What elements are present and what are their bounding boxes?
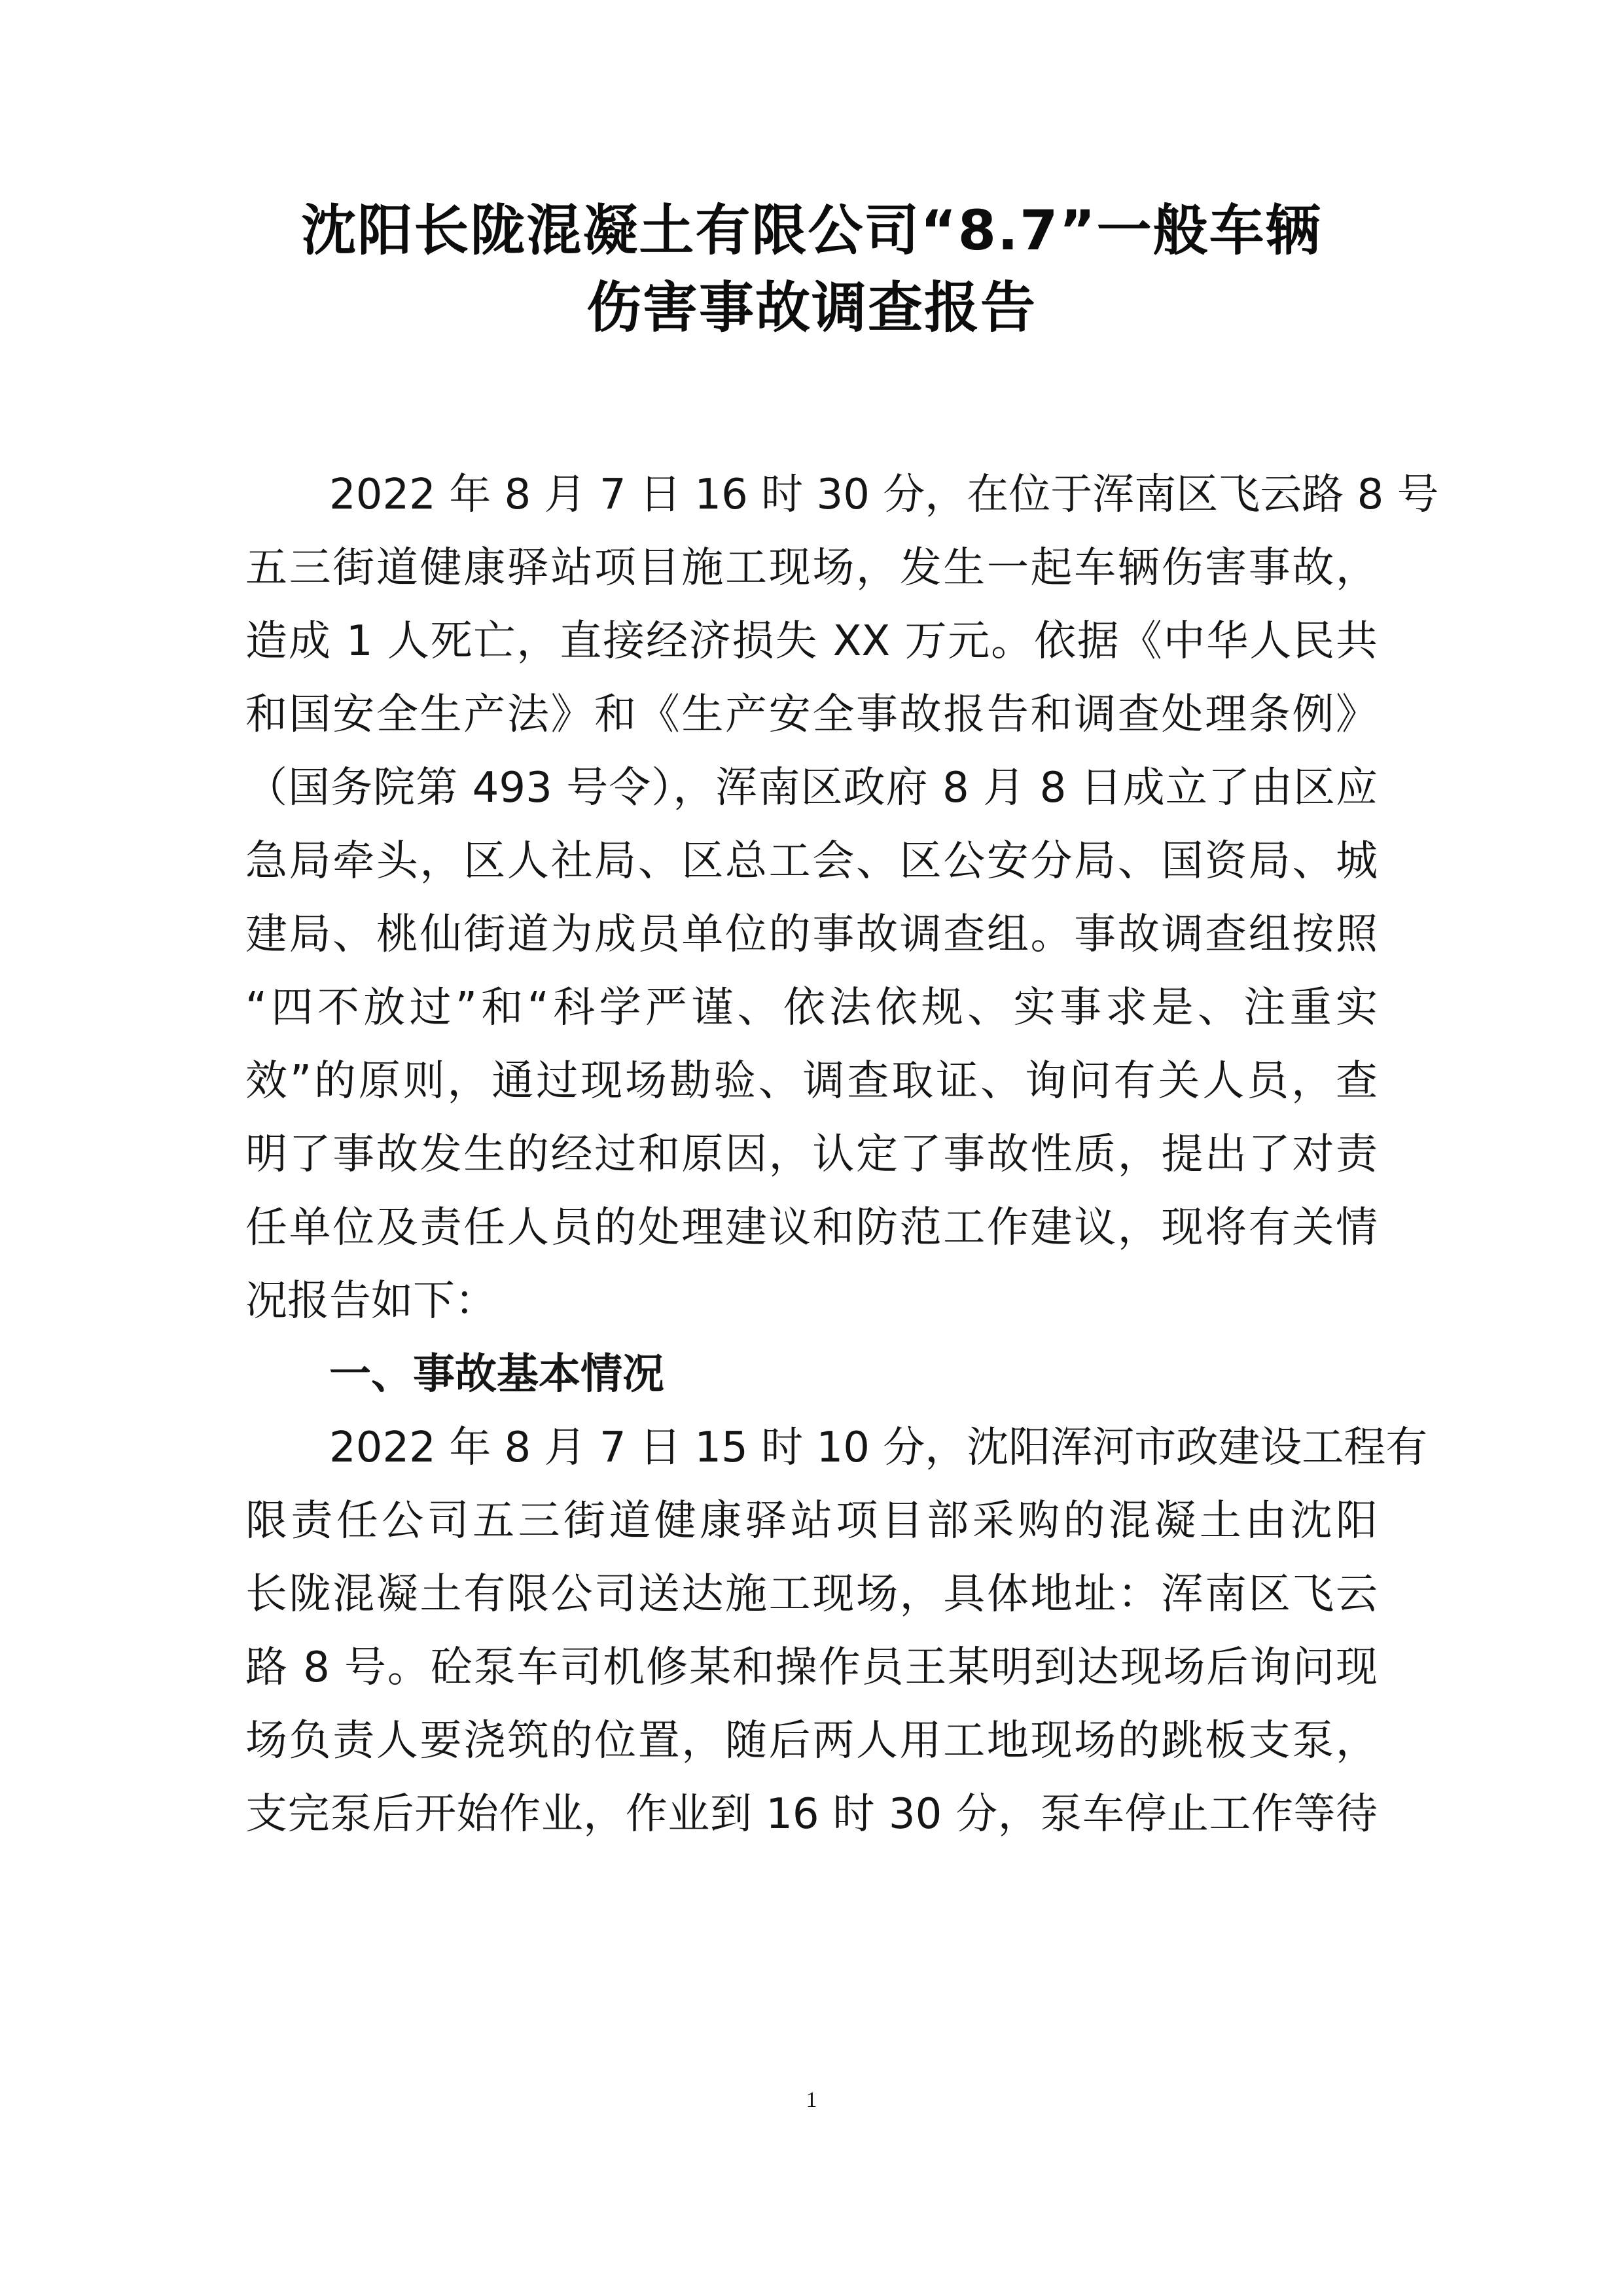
section-line: 路 8 号。砼泵车司机修某和操作员王某明到达现场后询问现 — [245, 1643, 1378, 1692]
document-title-line-1: 沈阳长陇混凝土有限公司“8.7”一般车辆 — [301, 198, 1322, 262]
section-line: 限责任公司五三街道健康驿站项目部采购的混凝土由沈阳 — [245, 1497, 1378, 1545]
section-heading: 一、事故基本情况 — [329, 1350, 664, 1399]
intro-line: 2022 年 8 月 7 日 16 时 30 分，在位于浑南区飞云路 8 号 — [329, 471, 1439, 519]
page-number: 1 — [806, 2088, 817, 2112]
section-line: 长陇混凝土有限公司送达施工现场，具体地址：浑南区飞云 — [245, 1570, 1378, 1619]
section-line: 支完泵后开始作业，作业到 16 时 30 分，泵车停止工作等待 — [245, 1790, 1378, 1839]
section-line: 场负责人要浇筑的位置，随后两人用工地现场的跳板支泵， — [245, 1717, 1378, 1765]
intro-line: 造成 1 人死亡，直接经济损失 XX 万元。依据《中华人民共 — [245, 617, 1378, 666]
intro-line: 和国安全生产法》和《生产安全事故报告和调查处理条例》 — [245, 691, 1378, 739]
document-title-line-2: 伤害事故调查报告 — [586, 276, 1037, 340]
intro-line: 五三街道健康驿站项目施工现场，发生一起车辆伤害事故， — [245, 544, 1378, 592]
intro-line: 任单位及责任人员的处理建议和防范工作建议，现将有关情 — [245, 1204, 1378, 1252]
intro-line: 况报告如下： — [245, 1277, 497, 1325]
document-body — [245, 458, 1439, 1851]
section-line: 2022 年 8 月 7 日 15 时 10 分，沈阳浑河市政建设工程有 — [329, 1424, 1428, 1472]
intro-line: 效”的原则，通过现场勘验、调查取证、询问有关人员，查 — [245, 1057, 1378, 1105]
intro-line: 急局牵头，区人社局、区总工会、区公安分局、国资局、城 — [245, 837, 1378, 886]
intro-line: 建局、桃仙街道为成员单位的事故调查组。事故调查组按照 — [245, 910, 1378, 959]
intro-line: “四不放过”和“科学严谨、依法依规、实事求是、注重实 — [245, 984, 1378, 1032]
intro-line: （国务院第 493 号令），浑南区政府 8 月 8 日成立了由区应 — [245, 764, 1378, 812]
intro-line: 明了事故发生的经过和原因，认定了事故性质，提出了对责 — [245, 1130, 1378, 1179]
